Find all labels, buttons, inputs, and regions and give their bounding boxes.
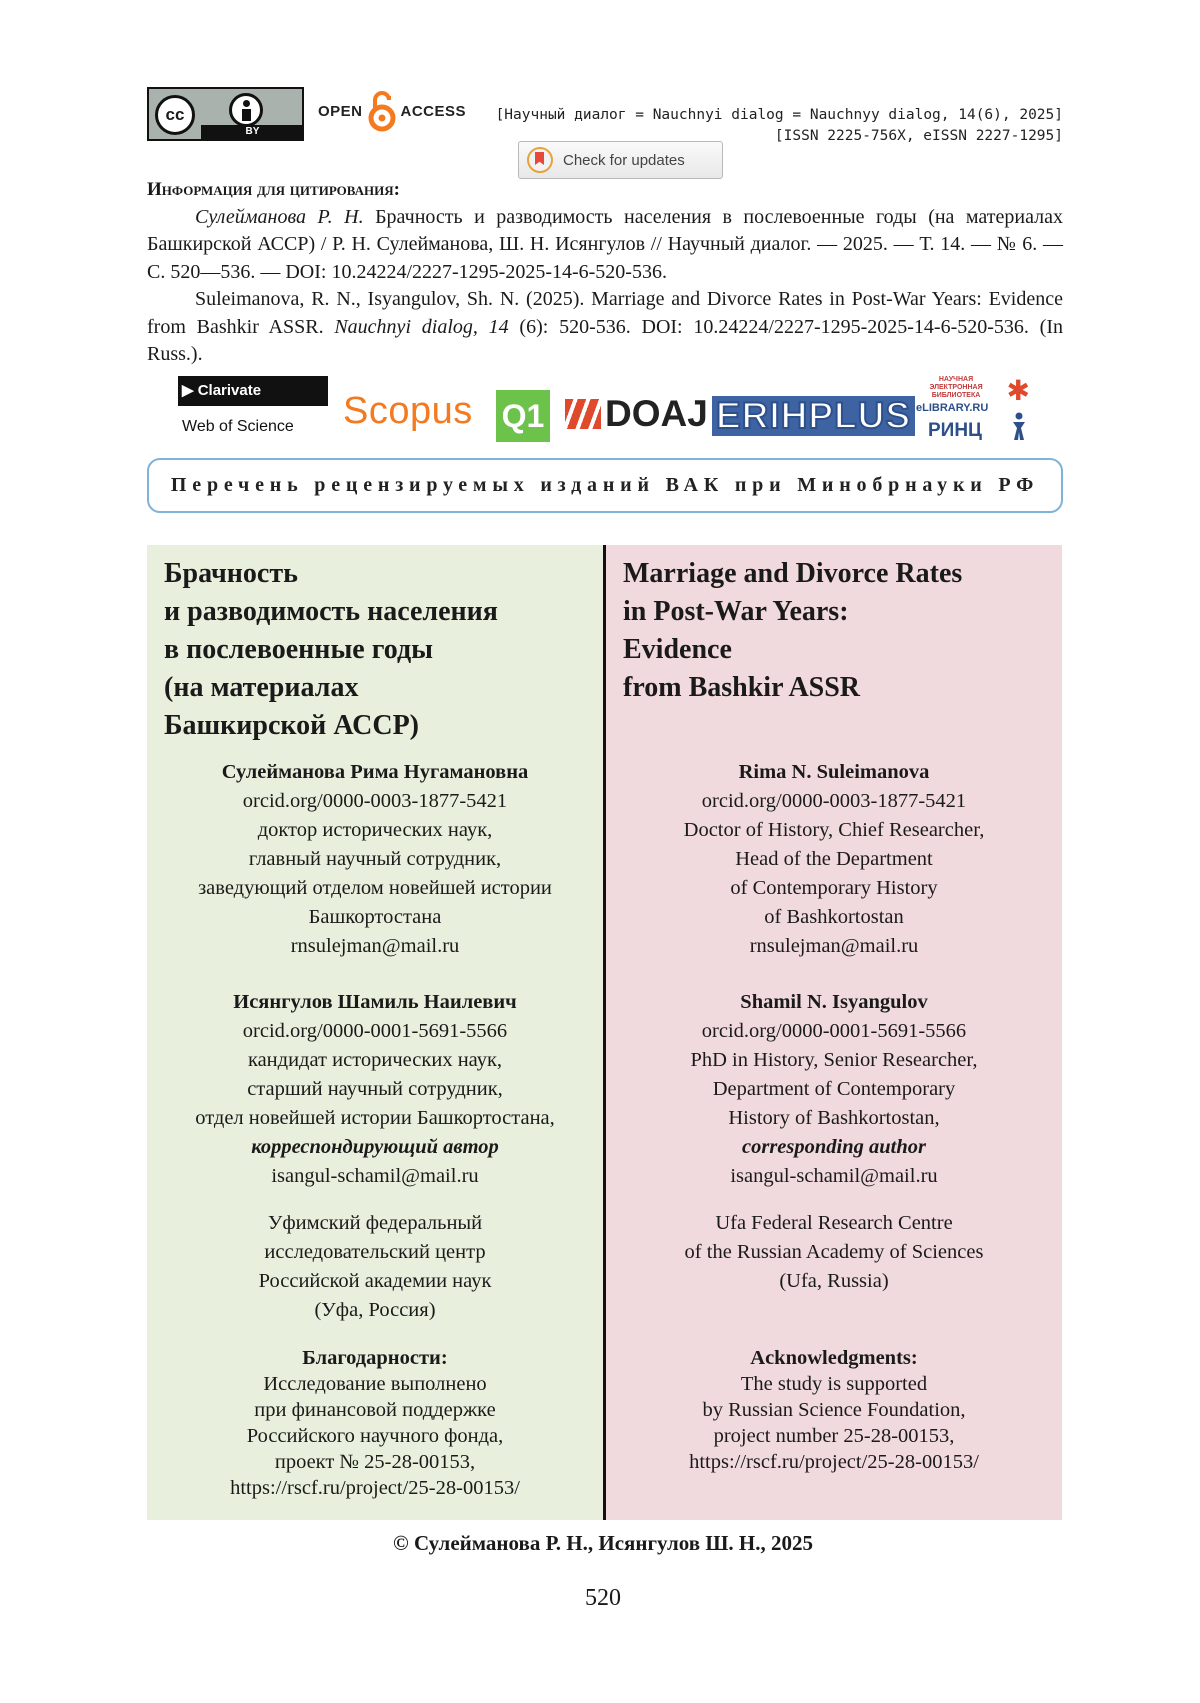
author-name: Сулейманова Рима Нугамановна	[221, 761, 529, 783]
check-for-updates-button[interactable]	[518, 141, 723, 179]
orcid-link[interactable]: orcid.org/0000-0001-5691-5566	[701, 1020, 967, 1042]
author-email[interactable]: isangul-schamil@mail.ru	[730, 1165, 938, 1187]
author-position: Башкортостана	[308, 906, 442, 928]
person-figure-icon	[1012, 412, 1026, 440]
elibrary-label: eLIBRARY.RU	[916, 402, 989, 414]
title-line: in Post-War Years:	[623, 596, 849, 627]
page-number: 520	[585, 1585, 621, 1611]
journal-reference-line: [Научный диалог = Nauchnyi dialog = Nauchnyy dialog, 14(6), 2025]	[495, 107, 1063, 123]
author-position: главный научный сотрудник,	[248, 848, 502, 870]
affiliation-line: Уфимский федеральный	[267, 1212, 483, 1234]
author-position: заведующий отделом новейшей истории	[198, 877, 552, 899]
citation-en	[147, 286, 1063, 369]
author-email[interactable]: isangul-schamil@mail.ru	[271, 1165, 479, 1187]
web-of-science-logo: Web of Science	[182, 418, 294, 435]
acknowledgments-ru	[147, 1345, 603, 1501]
clarivate-logo: ▶ Clarivate	[178, 376, 328, 406]
acknowledgments-heading: Благодарности:	[302, 1347, 448, 1369]
open-access-logo	[318, 86, 466, 136]
creative-commons-icon: cc	[155, 95, 195, 135]
author-position: отдел новейшей истории Башкортостана,	[195, 1107, 555, 1129]
author-position: Head of the Department	[735, 848, 933, 870]
acknowledgments-line: проект № 25-28-00153,	[274, 1451, 476, 1473]
title-line: Брачность	[164, 558, 298, 589]
copyright-notice: © Сулейманова Р. Н., Исянгулов Ш. Н., 2025	[393, 1531, 813, 1555]
author-name: Shamil N. Isyangulov	[740, 991, 928, 1013]
affiliation-line: Ufa Federal Research Centre	[715, 1212, 953, 1234]
acknowledgments-en	[606, 1345, 1062, 1475]
article-title-ru	[164, 555, 498, 745]
author-position: of Contemporary History	[730, 877, 938, 899]
issn-line: [ISSN 2225-756X, eISSN 2227-1295]	[774, 128, 1063, 144]
citation-en-journal: Nauchnyi dialog, 14	[334, 315, 509, 338]
title-line: и разводимость населения	[164, 596, 498, 627]
grant-link[interactable]: https://rscf.ru/project/25-28-00153/	[689, 1451, 979, 1473]
acknowledgments-line: при финансовой поддержке	[254, 1399, 496, 1421]
cc-by-label: BY	[201, 125, 304, 139]
english-column	[606, 545, 1062, 1520]
acknowledgments-heading: Acknowledgments:	[750, 1347, 918, 1369]
q1-quartile-badge: Q1	[496, 390, 550, 442]
title-line: Marriage and Divorce Rates	[623, 558, 963, 589]
erihplus-logo: ERIHPLUS	[712, 396, 915, 436]
citation-heading: Информация для цитирования:	[147, 179, 400, 200]
author-position: Doctor of History, Chief Researcher,	[683, 819, 985, 841]
check-for-updates-label: Check for updates	[563, 151, 685, 169]
open-access-right: ACCESS	[400, 102, 467, 120]
open-lock-icon	[367, 90, 397, 132]
author-name: Rima N. Suleimanova	[738, 761, 930, 783]
author-position: Department of Contemporary	[712, 1078, 956, 1100]
elibrary-rinc-logo	[916, 376, 1034, 446]
scopus-logo: Scopus	[343, 390, 473, 432]
acknowledgments-line: by Russian Science Foundation,	[702, 1399, 966, 1421]
clarivate-label: Clarivate	[197, 382, 262, 399]
acknowledgments-line: The study is supported	[740, 1373, 928, 1395]
author1-ru	[147, 758, 603, 961]
citation-en-text: Suleimanova, R. N., Isyangulov, Sh. N. (2025). Marriage and Divorce Rates in Post-War Years: Evidence from Bashkir ASSR.	[147, 288, 1063, 338]
citation-info	[147, 176, 1063, 369]
affiliation-ru	[147, 1209, 603, 1325]
acknowledgments-line: Российского научного фонда,	[246, 1425, 504, 1447]
affiliation-line: Российской академии наук	[258, 1270, 492, 1292]
acknowledgments-line: project number 25-28-00153,	[713, 1425, 955, 1447]
cc-by-license-badge[interactable]	[147, 87, 304, 141]
author1-en	[606, 758, 1062, 961]
citation-ru	[147, 204, 1063, 287]
affiliation-line: (Уфа, Россия)	[314, 1299, 436, 1321]
author-position: старший научный сотрудник,	[247, 1078, 503, 1100]
affiliation-en	[606, 1209, 1062, 1296]
open-access-left: OPEN	[318, 102, 363, 120]
citation-ru-authors: Сулейманова Р. Н.	[195, 205, 364, 228]
doaj-bars-icon	[565, 399, 601, 429]
orcid-link[interactable]: orcid.org/0000-0003-1877-5421	[701, 790, 967, 812]
title-line: Башкирской АССР)	[164, 710, 420, 741]
rinc-label: РИНЦ	[928, 420, 982, 441]
author-position: PhD in History, Senior Researcher,	[690, 1049, 978, 1071]
orcid-link[interactable]: orcid.org/0000-0001-5691-5566	[242, 1020, 508, 1042]
author2-en	[606, 988, 1062, 1191]
crossmark-icon	[527, 147, 553, 173]
author2-ru	[147, 988, 603, 1191]
doaj-label: DOAJ	[605, 393, 708, 434]
citation-en-rest: (6): 520-536. DOI: 10.24224/2227-1295-2025-14-6-520-536. (In Russ.).	[147, 315, 1063, 365]
citation-ru-text: Брачность и разводимость населения в послевоенные годы (на материалах Башкирской АССР) / Р. Н. Сулейманова, Ш. Н. Исянгулов // Научный диалог. — 2025. — Т. 14. — № 6. — С. 520—536. — DOI: 10.24224/2227-1295-2025-14-6-520-536.	[147, 205, 1064, 283]
author-email[interactable]: rnsulejman@mail.ru	[290, 935, 460, 957]
author-position: кандидат исторических наук,	[247, 1049, 503, 1071]
grant-link[interactable]: https://rscf.ru/project/25-28-00153/	[230, 1477, 520, 1499]
affiliation-line: исследовательский центр	[264, 1241, 486, 1263]
affiliation-line: of the Russian Academy of Sciences	[684, 1241, 984, 1263]
author-position: доктор исторических наук,	[257, 819, 493, 841]
orcid-link[interactable]: orcid.org/0000-0003-1877-5421	[242, 790, 508, 812]
elibrary-caption: НАУЧНАЯ ЭЛЕКТРОННАЯ БИБЛИОТЕКА	[929, 376, 983, 399]
corresponding-author-label: corresponding author	[742, 1136, 926, 1158]
author-position: of Bashkortostan	[764, 906, 904, 928]
asterisk-icon: ✱	[1006, 376, 1030, 407]
title-line: from Bashkir ASSR	[623, 672, 861, 703]
russian-column	[147, 545, 603, 1520]
title-line: (на материалах	[164, 672, 359, 703]
title-line: в послевоенные годы	[164, 634, 433, 665]
vak-list-banner: Перечень рецензируемых изданий ВАК при Минобрнауки РФ	[147, 458, 1063, 513]
author-name: Исянгулов Шамиль Наилевич	[233, 991, 517, 1013]
title-line: Evidence	[623, 634, 732, 665]
author-email[interactable]: rnsulejman@mail.ru	[749, 935, 919, 957]
affiliation-line: (Ufa, Russia)	[779, 1270, 889, 1292]
attribution-person-icon	[229, 93, 263, 127]
acknowledgments-line: Исследование выполнено	[263, 1373, 487, 1395]
doaj-logo	[565, 393, 708, 435]
author-position: History of Bashkortostan,	[728, 1107, 940, 1129]
article-title-en	[623, 555, 962, 707]
corresponding-author-label: корреспондирующий автор	[251, 1136, 499, 1158]
